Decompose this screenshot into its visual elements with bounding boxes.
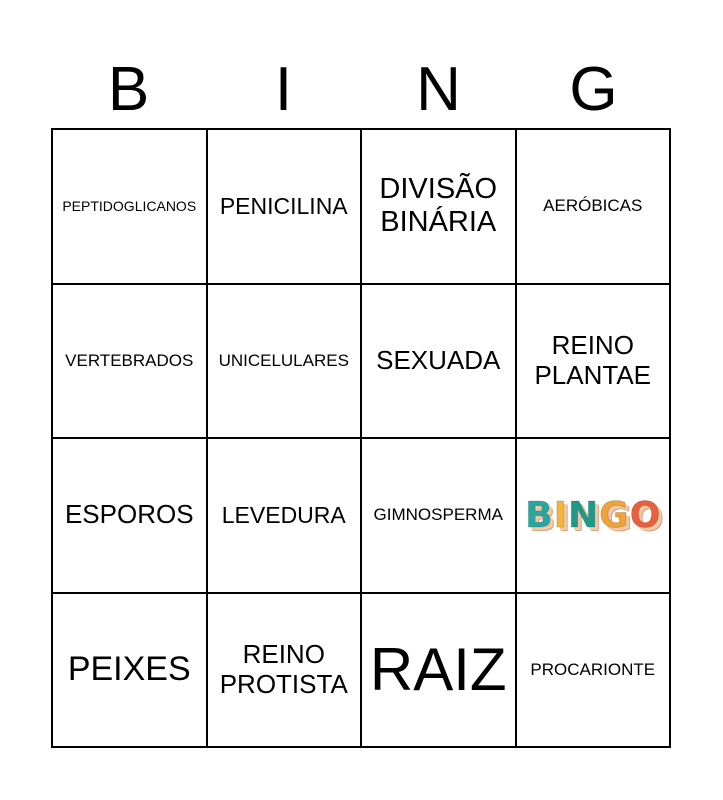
bingo-cell[interactable]: REINO PLANTAE: [516, 284, 671, 439]
bingo-cell[interactable]: DIVISÃO BINÁRIA: [361, 129, 516, 284]
logo-letter: O: [629, 494, 661, 536]
bingo-cell[interactable]: REINO PROTISTA: [207, 593, 362, 748]
header-letter-i: I: [274, 55, 293, 124]
bingo-cell[interactable]: PEPTIDOGLICANOS: [52, 129, 207, 284]
header-letter-b: B: [107, 55, 150, 124]
bingo-board: [51, 128, 671, 748]
header-letter-n: N: [416, 55, 461, 124]
bingo-cell[interactable]: PENICILINA: [207, 129, 362, 284]
bingo-cell[interactable]: ESPOROS: [52, 438, 207, 593]
free-space-cell[interactable]: [516, 438, 671, 593]
bingo-cell[interactable]: PROCARIONTE: [516, 593, 671, 748]
bingo-cell[interactable]: AERÓBICAS: [516, 129, 671, 284]
logo-letter: N: [568, 494, 599, 536]
logo-letter: I: [553, 494, 568, 536]
bingo-cell[interactable]: UNICELULARES: [207, 284, 362, 439]
bingo-cell[interactable]: GIMNOSPERMA: [361, 438, 516, 593]
bingo-cell[interactable]: RAIZ: [361, 593, 516, 748]
bingo-cell[interactable]: PEIXES: [52, 593, 207, 748]
bingo-logo-image: [525, 495, 660, 536]
bingo-header: [51, 52, 671, 128]
bingo-cell[interactable]: VERTEBRADOS: [52, 284, 207, 439]
bingo-cell[interactable]: SEXUADA: [361, 284, 516, 439]
bingo-cell[interactable]: LEVEDURA: [207, 438, 362, 593]
header-letter-g: G: [569, 55, 618, 124]
logo-letter: B: [525, 494, 553, 536]
logo-letter: G: [599, 494, 629, 536]
